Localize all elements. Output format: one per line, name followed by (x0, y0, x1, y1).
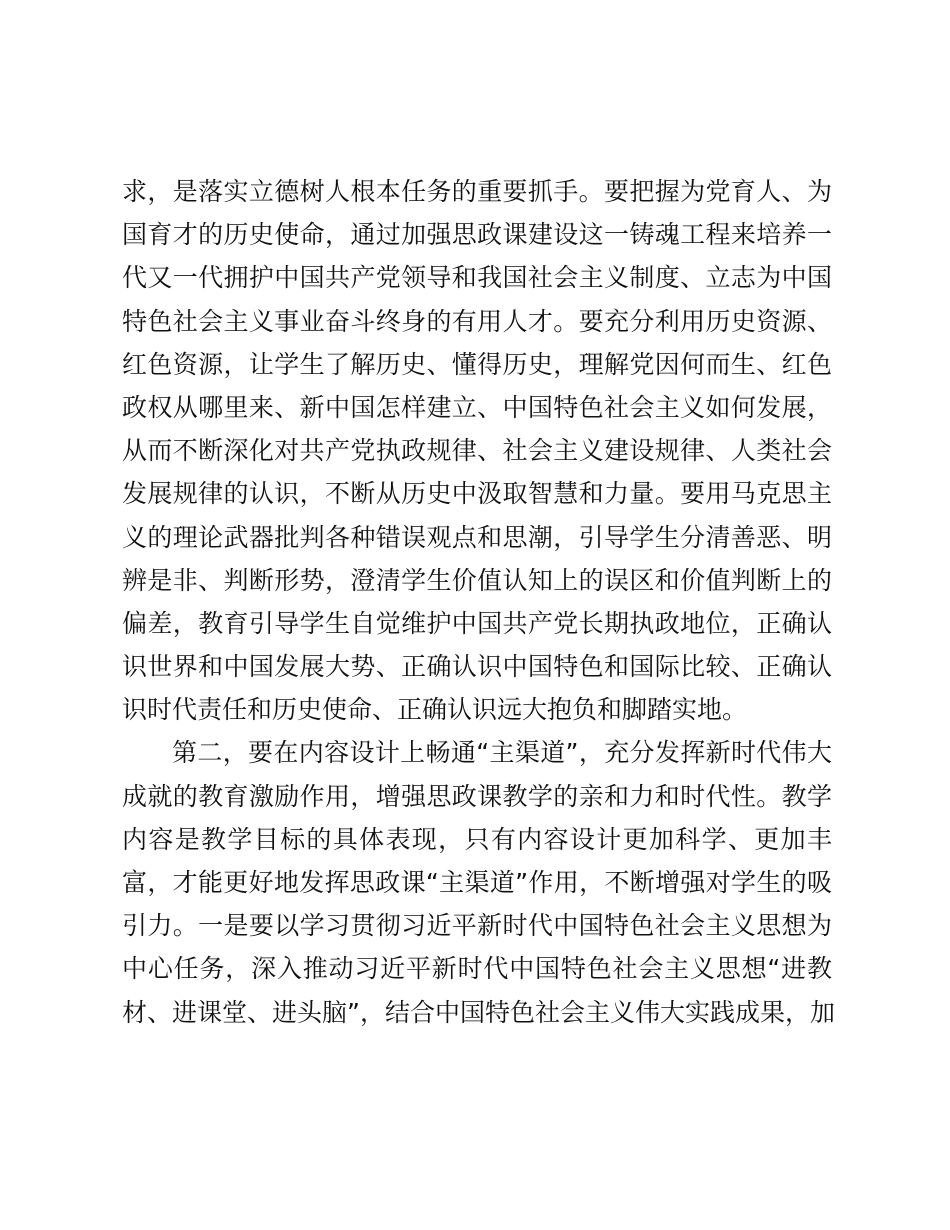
body-text (122, 170, 835, 1034)
text-line: 求，是落实立德树人根本任务的重要抓手。要把握为党育人、为 (122, 177, 832, 206)
text-line: 特色社会主义事业奋斗终身的有用人才。要充分利用历史资源、 (122, 306, 832, 336)
text-line: 中心任务，深入推动习近平新时代中国特色社会主义思想“进教 (122, 954, 832, 984)
text-line: 富，才能更好地发挥思政课“主渠道”作用，不断增强对学生的吸 (122, 868, 832, 897)
text-line: 红色资源，让学生了解历史、懂得历史，理解党因何而生、红色 (122, 349, 832, 379)
text-line: 义的理论武器批判各种错误观点和思潮，引导学生分清善恶、明 (122, 522, 832, 552)
text-line: 从而不断深化对共产党执政规律、社会主义建设规律、人类社会 (122, 436, 832, 466)
text-line: 识时代责任和历史使命、正确认识远大抱负和脚踏实地。 (122, 695, 748, 725)
text-line: 偏差，教育引导学生自觉维护中国共产党长期执政地位，正确认 (122, 608, 832, 638)
text-line: 政权从哪里来、新中国怎样建立、中国特色社会主义如何发展， (122, 392, 832, 422)
text-line: 识世界和中国发展大势、正确认识中国特色和国际比较、正确认 (122, 652, 832, 682)
text-line: 成就的教育激励作用，增强思政课教学的亲和力和时代性。教学 (122, 781, 832, 811)
text-line: 发展规律的认识，不断从历史中汲取智慧和力量。要用马克思主 (122, 479, 832, 509)
text-line: 第二，要在内容设计上畅通“主渠道”，充分发挥新时代伟大 (172, 738, 832, 768)
text-line: 代又一代拥护中国共产党领导和我国社会主义制度、立志为中国 (122, 263, 832, 293)
text-line: 国育才的历史使命，通过加强思政课建设这一铸魂工程来培养一 (122, 220, 832, 250)
text-line: 辨是非、判断形势，澄清学生价值认知上的误区和价值判断上的 (122, 565, 832, 595)
text-line: 材、进课堂、进头脑”，结合中国特色社会主义伟大实践成果，加 (122, 997, 835, 1027)
text-line: 引力。一是要以学习贯彻习近平新时代中国特色社会主义思想为 (122, 911, 832, 941)
text-line: 内容是教学目标的具体表现，只有内容设计更加科学、更加丰 (122, 824, 832, 854)
